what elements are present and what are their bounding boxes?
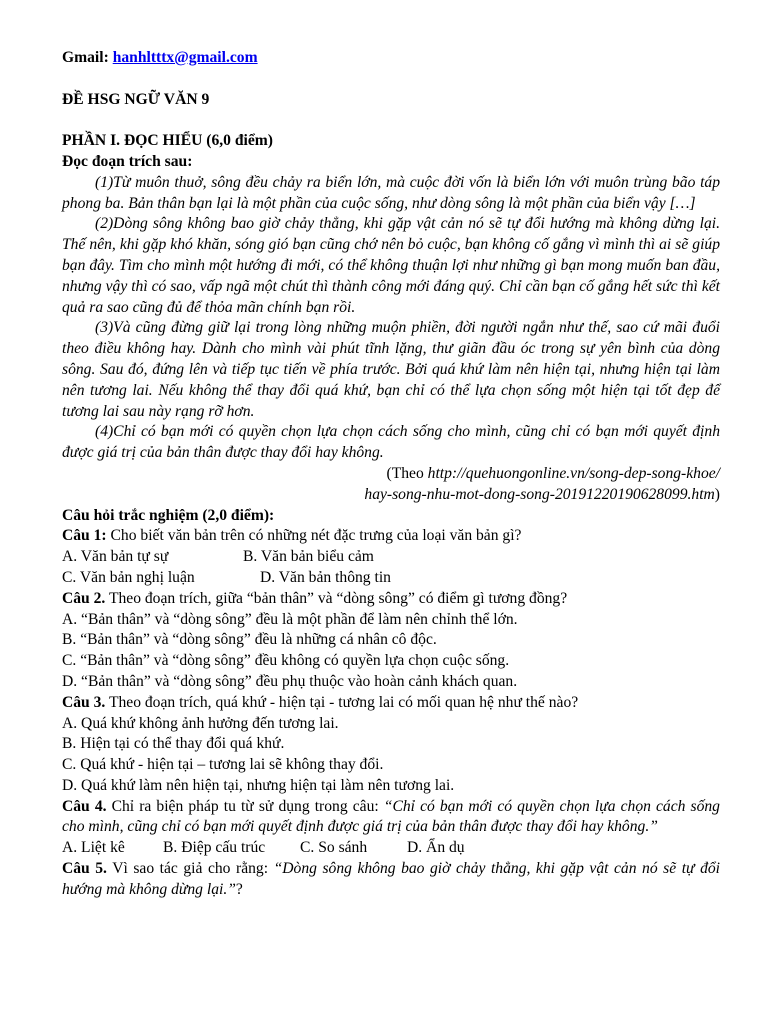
passage-paragraph-3: (3)Và cũng đừng giữ lại trong lòng những muộn phiền, đời người ngắn như thế, sao cứ mãi đuổi theo điều không hay. Dành cho mình vài phút tĩnh lặng, thư giãn đầu óc trong sự yên bình của dòng sông. Sau đó, đứng lên và tiếp tục tiến về phía trước. Bởi quá khứ làm nên hiện tại, nhưng hiện tại làm nên tương lai. Nếu không thể thay đổi quá khứ, bạn chỉ có thể lựa chọn sống một hiện tại tốt đẹp để tương lai sau này rạng rỡ hơn.: [62, 319, 720, 420]
q1-option-c: C. Văn bản nghị luận: [62, 568, 195, 586]
source-prefix: (Theo: [386, 464, 428, 482]
question-4-text: Chỉ ra biện pháp tu từ sử dụng trong câu:: [106, 797, 384, 815]
exam-title: ĐỀ HSG NGỮ VĂN 9: [62, 90, 210, 108]
question-4-label: Câu 4.: [62, 797, 107, 815]
q3-option-c: C. Quá khứ - hiện tại – tương lai sẽ không thay đổi.: [62, 756, 384, 774]
question-5-quote: “Dòng sông không bao giờ chảy thẳng, khi gặp vật cản nó sẽ tự đổi hướng mà không dừng lại.”: [62, 860, 721, 898]
question-4: [62, 797, 720, 839]
source-url-1: http://quehuongonline.vn/song-dep-song-khoe/: [427, 464, 720, 482]
question-4-options: [62, 838, 720, 859]
question-1-options-row-2: [62, 568, 720, 589]
q2-option-d: D. “Bản thân” và “dòng sông” đều phụ thuộc vào hoàn cảnh khách quan.: [62, 672, 518, 690]
q1-option-b: B. Văn bản biểu cảm: [243, 548, 374, 566]
reading-instruction: Đọc đoạn trích sau:: [62, 152, 193, 170]
question-5-label: Câu 5.: [62, 860, 107, 878]
email-link[interactable]: hanhltttx@gmail.com: [112, 49, 258, 66]
question-3: [62, 693, 720, 714]
q1-option-d: D. Văn bản thông tin: [260, 568, 391, 586]
q1-option-a: A. Văn bản tự sự: [62, 548, 169, 566]
source-suffix: ): [714, 485, 720, 503]
question-2: [62, 589, 720, 610]
passage-paragraph-4: (4)Chỉ có bạn mới có quyền chọn lựa chọn cách sống cho mình, cũng chỉ có bạn mới quyết định được giá trị của bản thân được thay đổi hay không.: [62, 423, 720, 462]
question-1-label: Câu 1:: [62, 527, 107, 545]
passage-paragraph-2: (2)Dòng sông không bao giờ chảy thẳng, khi gặp vật cản nó sẽ tự đổi hướng mà không dừng lại. Thế nên, khi gặp khó khăn, sóng gió bạn cũng chớ nên bỏ cuộc, bạn không cố gắng vì mình thì ai sẽ giúp bạn đây. Tìm cho mình một hướng đi mới, có thể không thuận lợi như những gì bạn mong muốn ban đầu, nhưng vậy thì có sao, vấp ngã một chút thì thành công mới đáng quý. Chỉ cần bạn cố gắng hết sức thì kết quả ra sao cũng đủ để thỏa mãn chính bạn rồi.: [62, 215, 720, 316]
q2-option-b: B. “Bản thân” và “dòng sông” đều là những cá nhân cô độc.: [62, 631, 437, 649]
source-citation: [62, 464, 720, 506]
passage-paragraph-1: (1)Từ muôn thuở, sông đều chảy ra biển lớn, mà cuộc đời vốn là biển lớn với muôn trùng bão táp phong ba. Bản thân bạn lại là một phần của cuộc sống, như dòng sông là một phần của biển vậy […]: [62, 173, 720, 212]
part1-heading: PHẦN I. ĐỌC HIỂU (6,0 điểm): [62, 132, 273, 150]
question-1-options-row-1: [62, 547, 720, 568]
question-3-text: Theo đoạn trích, quá khứ - hiện tại - tương lai có mối quan hệ như thế nào?: [105, 693, 579, 711]
q3-option-d: D. Quá khứ làm nên hiện tại, nhưng hiện tại làm nên tương lai.: [62, 776, 455, 794]
q3-option-b: B. Hiện tại có thể thay đổi quá khứ.: [62, 735, 285, 753]
q4-option-b: B. Điệp cấu trúc: [163, 839, 266, 857]
q2-option-a: A. “Bản thân” và “dòng sông” đều là một phần để làm nên chỉnh thể lớn.: [62, 610, 518, 628]
question-5: [62, 859, 720, 901]
question-1: [62, 526, 720, 547]
q2-option-c: C. “Bản thân” và “dòng sông” đều không có quyền lựa chọn cuộc sống.: [62, 652, 510, 670]
question-5-tail: ?: [235, 880, 243, 898]
question-2-label: Câu 2.: [62, 589, 106, 607]
question-5-text: Vì sao tác giả cho rằng:: [106, 860, 274, 878]
quiz-heading: Câu hỏi trắc nghiệm (2,0 điểm):: [62, 506, 275, 524]
q4-option-c: C. So sánh: [300, 839, 368, 857]
email-line: [62, 48, 720, 69]
question-4-quote: “Chỉ có bạn mới có quyền chọn lựa chọn cách sống cho mình, cũng chỉ có bạn mới quyết định được giá trị của bản thân được thay đổi hay không.”: [62, 797, 720, 836]
q4-option-d: D. Ẩn dụ: [407, 839, 465, 857]
question-3-label: Câu 3.: [62, 693, 106, 711]
q4-option-a: A. Liệt kê: [62, 839, 125, 857]
question-2-text: Theo đoạn trích, giữa “bản thân” và “dòng sông” có điểm gì tương đồng?: [105, 589, 568, 607]
gmail-label: Gmail:: [62, 49, 109, 66]
q3-option-a: A. Quá khứ không ảnh hưởng đến tương lai.: [62, 714, 339, 732]
question-1-text: Cho biết văn bản trên có những nét đặc trưng của loại văn bản gì?: [106, 527, 522, 545]
source-url-2: hay-song-nhu-mot-dong-song-20191220190628099.htm: [364, 485, 715, 503]
